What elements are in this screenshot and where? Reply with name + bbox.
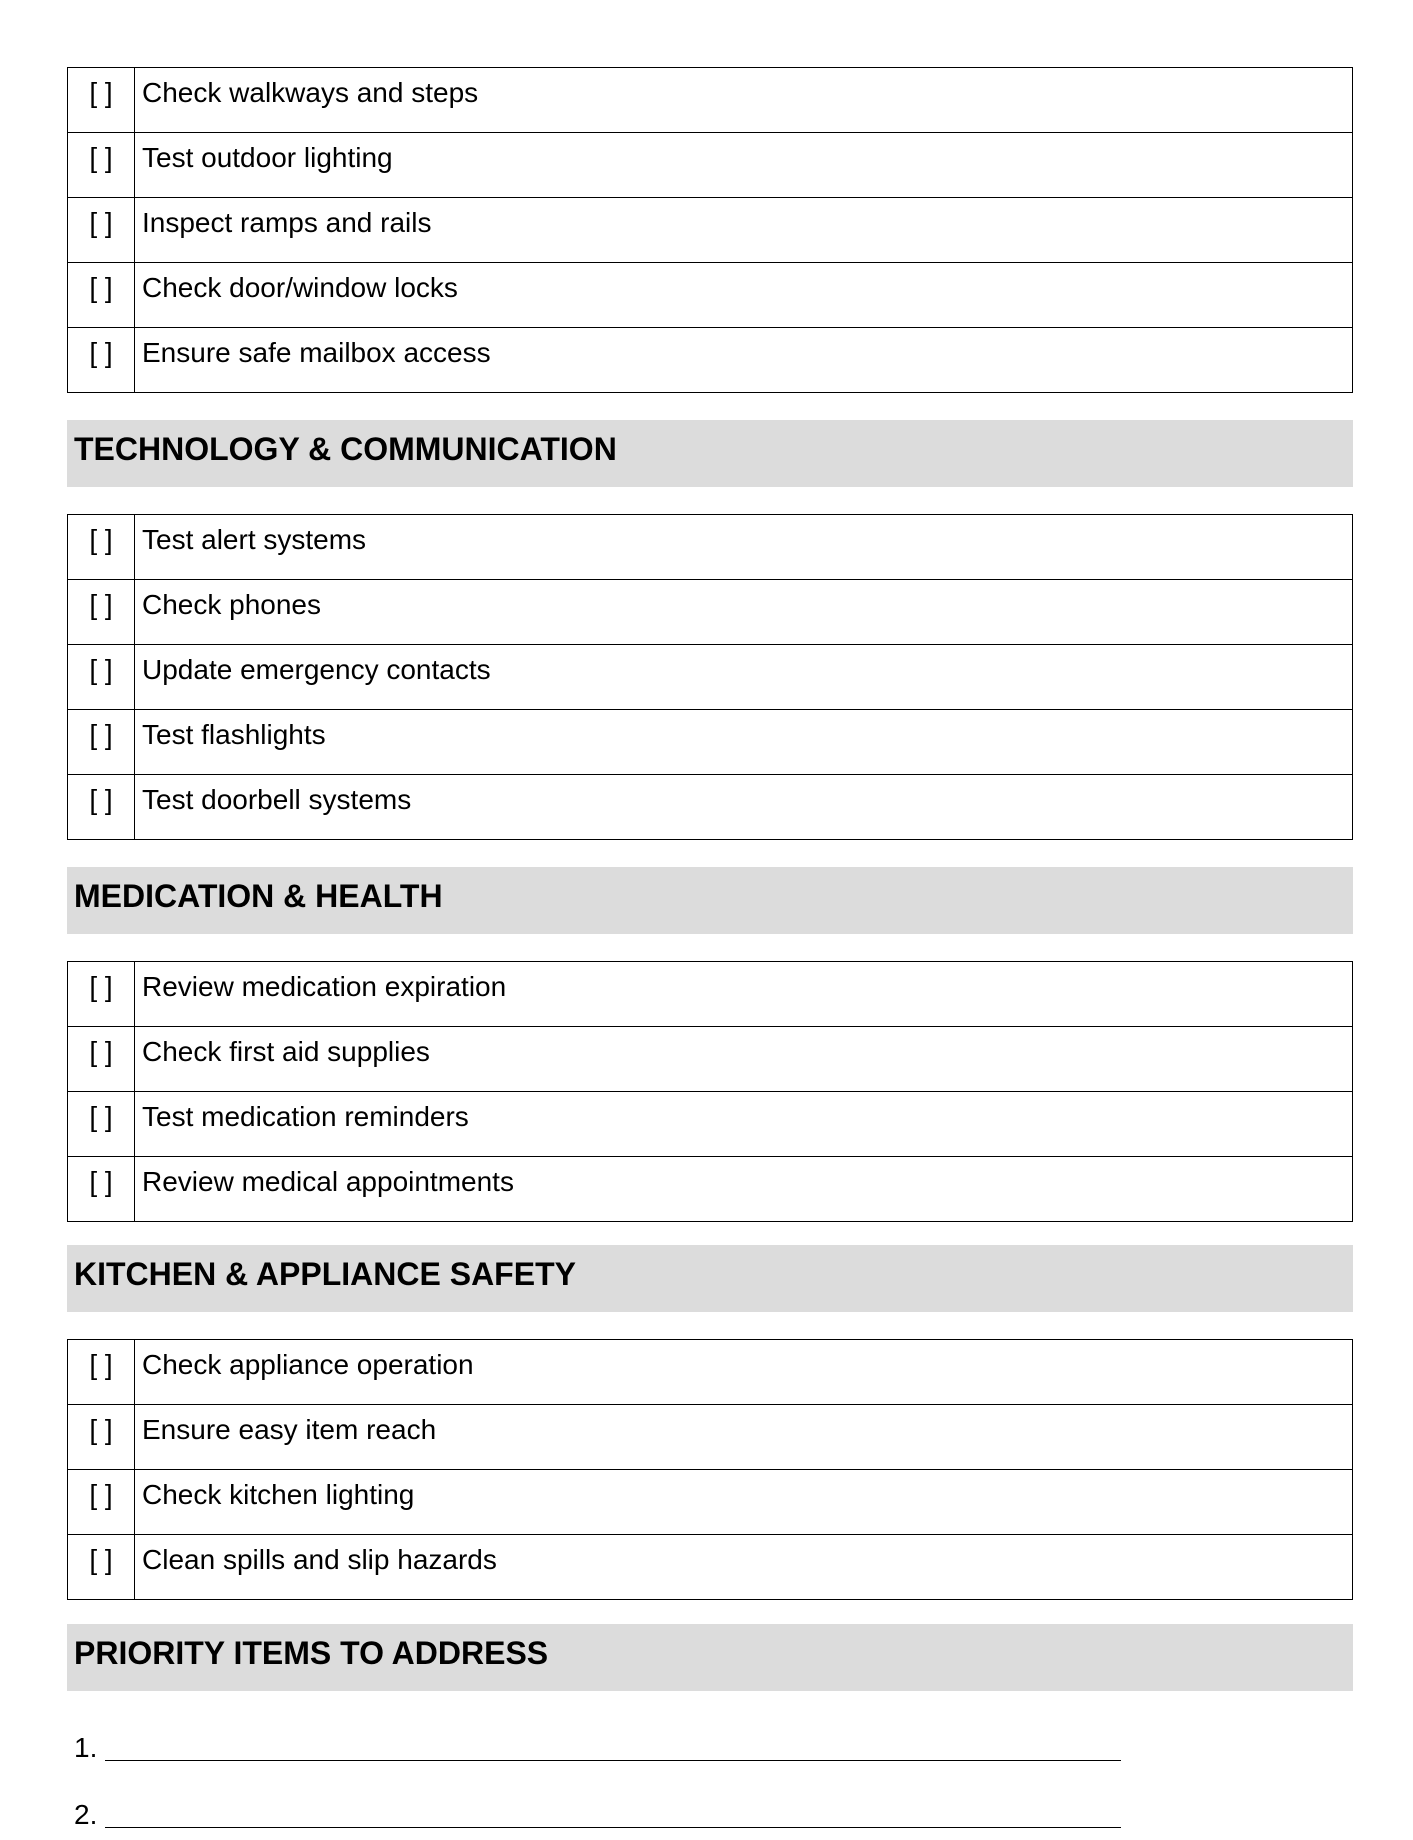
checkbox[interactable]: [ ] [68, 1470, 135, 1535]
table-row [68, 198, 1353, 263]
task-label: Check door/window locks [135, 263, 1353, 328]
task-label: Ensure safe mailbox access [135, 328, 1353, 393]
table-row [68, 328, 1353, 393]
task-label: Clean spills and slip hazards [135, 1535, 1353, 1600]
checkbox[interactable]: [ ] [68, 1535, 135, 1600]
table-row [68, 133, 1353, 198]
checkbox[interactable]: [ ] [68, 1157, 135, 1222]
checkbox[interactable]: [ ] [68, 962, 135, 1027]
checklist-table-outdoor [67, 67, 1353, 393]
table-row [68, 1470, 1353, 1535]
task-label: Test doorbell systems [135, 775, 1353, 840]
checklist-table-kitchen [67, 1339, 1353, 1600]
section-header-technology: TECHNOLOGY & COMMUNICATION [67, 420, 1353, 487]
table-row [68, 515, 1353, 580]
section-header-medication: MEDICATION & HEALTH [67, 867, 1353, 934]
task-label: Test medication reminders [135, 1092, 1353, 1157]
task-label: Review medication expiration [135, 962, 1353, 1027]
task-label: Review medical appointments [135, 1157, 1353, 1222]
checkbox[interactable]: [ ] [68, 710, 135, 775]
table-row [68, 962, 1353, 1027]
task-label: Check first aid supplies [135, 1027, 1353, 1092]
checkbox[interactable]: [ ] [68, 1405, 135, 1470]
checkbox[interactable]: [ ] [68, 133, 135, 198]
checkbox[interactable]: [ ] [68, 645, 135, 710]
checkbox[interactable]: [ ] [68, 328, 135, 393]
table-row [68, 1027, 1353, 1092]
section-header-kitchen: KITCHEN & APPLIANCE SAFETY [67, 1245, 1353, 1312]
checkbox[interactable]: [ ] [68, 1027, 135, 1092]
section-header-priority: PRIORITY ITEMS TO ADDRESS [67, 1624, 1353, 1691]
task-label: Check walkways and steps [135, 68, 1353, 133]
checkbox[interactable]: [ ] [68, 198, 135, 263]
blank-line[interactable] [105, 1799, 1121, 1828]
task-label: Test outdoor lighting [135, 133, 1353, 198]
table-row [68, 1535, 1353, 1600]
priority-number: 1. [74, 1732, 98, 1763]
checklist-table-medication [67, 961, 1353, 1222]
checkbox[interactable]: [ ] [68, 515, 135, 580]
priority-number: 2. [74, 1799, 98, 1830]
priority-line-2[interactable] [74, 1795, 1124, 1829]
task-label: Update emergency contacts [135, 645, 1353, 710]
table-row [68, 263, 1353, 328]
task-label: Ensure easy item reach [135, 1405, 1353, 1470]
checkbox[interactable]: [ ] [68, 580, 135, 645]
table-row [68, 580, 1353, 645]
task-label: Check kitchen lighting [135, 1470, 1353, 1535]
checkbox[interactable]: [ ] [68, 1340, 135, 1405]
priority-line-1[interactable] [74, 1728, 1124, 1762]
table-row [68, 1405, 1353, 1470]
task-label: Check appliance operation [135, 1340, 1353, 1405]
checkbox[interactable]: [ ] [68, 263, 135, 328]
task-label: Inspect ramps and rails [135, 198, 1353, 263]
checkbox[interactable]: [ ] [68, 1092, 135, 1157]
table-row [68, 68, 1353, 133]
table-row [68, 1340, 1353, 1405]
blank-line[interactable] [105, 1732, 1121, 1761]
table-row [68, 710, 1353, 775]
task-label: Test alert systems [135, 515, 1353, 580]
checkbox[interactable]: [ ] [68, 68, 135, 133]
table-row [68, 1157, 1353, 1222]
checkbox[interactable]: [ ] [68, 775, 135, 840]
table-row [68, 645, 1353, 710]
task-label: Test flashlights [135, 710, 1353, 775]
table-row [68, 1092, 1353, 1157]
checklist-table-technology [67, 514, 1353, 840]
table-row [68, 775, 1353, 840]
task-label: Check phones [135, 580, 1353, 645]
